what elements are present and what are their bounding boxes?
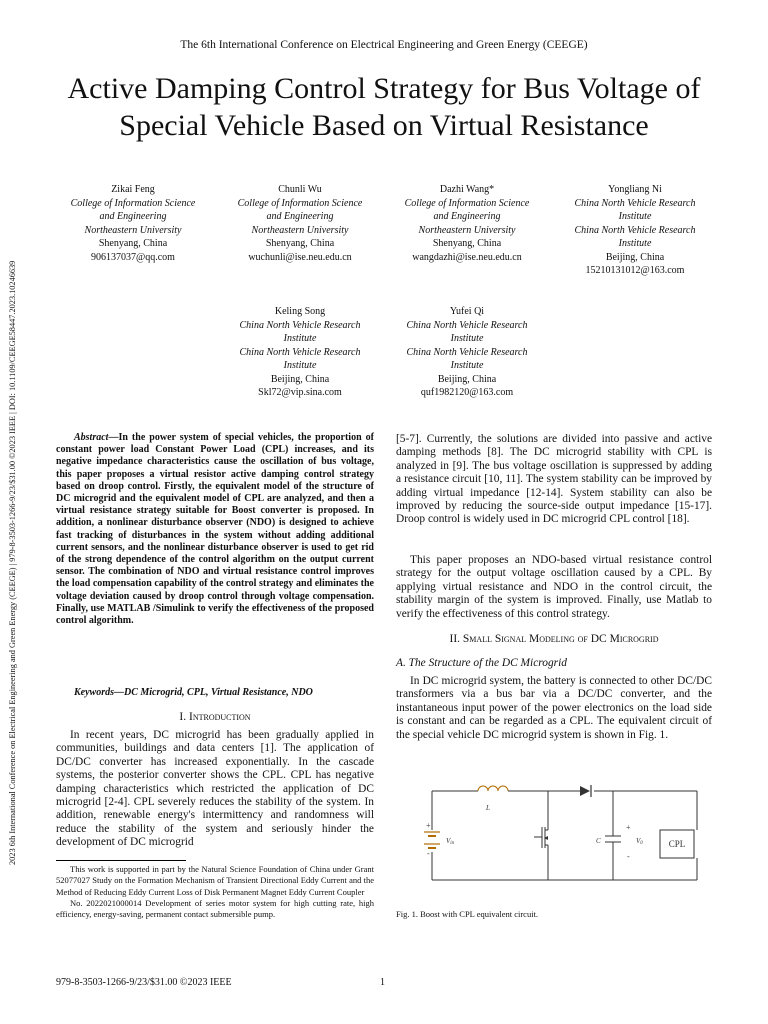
footnote bbox=[56, 864, 374, 920]
side-doi-text: 2023 6th International Conference on Electrical Engineering and Green Energy (CEEGE) | 979-8-3503-1266-9/23/$31.00 ©2023 IEEE | DOI: 10.1109/CEEGE58447.2023.10246639 bbox=[8, 260, 17, 865]
author-block bbox=[220, 305, 380, 400]
author-block bbox=[555, 183, 715, 278]
inductor-label: L bbox=[486, 804, 490, 812]
author-block bbox=[220, 183, 380, 264]
source-voltage-label: Vin bbox=[446, 837, 455, 846]
output-voltage-label: V0 bbox=[636, 837, 643, 846]
copyright-footer: 979-8-3503-1266-9/23/$31.00 ©2023 IEEE bbox=[56, 977, 232, 988]
right-paragraph-1 bbox=[396, 433, 712, 527]
title-line-2: Special Vehicle Based on Virtual Resistance bbox=[119, 109, 649, 142]
author-affiliation: Institute bbox=[450, 360, 484, 371]
paragraph: In recent years, DC microgrid has been gradually applied in communities, buildings and data centers [1]. The application of DC/DC converter has increased exponentially. In the cascade systems, the posterior converter shows the CPL. CPL has negative damping characteristics which restricted the application of DC microgrid [2-4]. CPL severely reduces the stability of the system. In addition, renewable energy's intermittency and randomness will reduce the stability of the system and seriously hinder the development of DC microgrid bbox=[56, 729, 374, 849]
abstract-label: Abstract bbox=[74, 432, 109, 443]
author-email: wuchunli@ise.neu.edu.cn bbox=[248, 251, 352, 263]
author-block bbox=[387, 183, 547, 264]
author-affiliation: Institute bbox=[618, 211, 652, 222]
author-affiliation: Institute bbox=[618, 238, 652, 249]
author-city: Beijing, China bbox=[270, 373, 330, 385]
author-affiliation: College of Information Science bbox=[70, 197, 196, 209]
author-affiliation: Northeastern University bbox=[418, 224, 516, 236]
paragraph: In DC microgrid system, the battery is connected to other DC/DC transformers via a bus bar via a DC/DC converter, and the instantaneous input power of the power electronics on the load side is constant and can be regarded as a CPL. The equivalent circuit of the special vehicle DC microgrid system is shown in Fig. 1. bbox=[396, 675, 712, 741]
footnote-funding: This work is supported in part by the Natural Science Foundation of China under Grant 52077027 Study on the Formation Mechanism of Transient Directional Eddy Current and the Method of Reducing Eddy Current Loss of Disk Permanent Magnet Eddy Current Coupler bbox=[56, 864, 374, 897]
author-affiliation: China North Vehicle Research bbox=[239, 346, 361, 358]
author-email: wangdazhi@ise.neu.edu.cn bbox=[412, 251, 522, 263]
introduction-body bbox=[56, 729, 374, 850]
subsection-heading-structure: A. The Structure of the DC Microgrid bbox=[396, 657, 567, 669]
author-name: Yufei Qi bbox=[449, 306, 485, 317]
author-block bbox=[387, 305, 547, 400]
paper-title bbox=[40, 70, 728, 144]
author-email: quf1982120@163.com bbox=[420, 387, 514, 398]
abstract-text: —In the power system of special vehicles, the proportion of constant power load Constant Power Load (CPL) increases, and its negative impedance characteristics cause the oscillation of bus voltage, this paper proposes a virtual resistor active damping control strategy based on droop control. Firstly, the equivalent model of the structure of DC microgrid and the equivalent model of CPL are analyzed, and then a virtual resistance strategy suitable for Boost converter is proposed. In addition, a nonlinear disturbance observer (NDO) is designed to achieve fast tracking of disturbances in the system without adding additional current sensors, and the nonlinear disturbance observer is used to get rid of the strong dependence of the control algorithm on the output current sensor. The combination of NDO and virtual resistance control improves the load compensation capability of the control strategy and eliminates the voltage deviation caused by droop control through voltage compensation. Finally, use MATLAB /Simulink to verify the effectiveness of the proposed control algorithm. bbox=[56, 432, 374, 627]
output-minus-sign: - bbox=[627, 852, 630, 861]
author-email: Skl72@vip.sina.com bbox=[258, 387, 342, 398]
author-name: Zikai Feng bbox=[111, 184, 155, 195]
author-city: Shenyang, China bbox=[265, 238, 335, 249]
paragraph: [5-7]. Currently, the solutions are divided into passive and active damping methods [8]. The DC microgrid stability with CPL is analyzed in [9]. The bus voltage oscillation is suppressed by adding a resistance circuit [10, 11]. The system stability can be improved by adding virtual impedance [12-14]. System stability can also be improved by reducing the source-side output impedance [15-17]. Droop control is widely used in DC microgrid CPL control [18]. bbox=[396, 433, 712, 526]
author-affiliation: China North Vehicle Research bbox=[574, 197, 696, 209]
source-plus-sign: + bbox=[426, 821, 431, 830]
author-affiliation: and Engineering bbox=[266, 211, 334, 222]
keywords: Keywords—DC Microgrid, CPL, Virtual Resistance, NDO bbox=[74, 687, 313, 698]
conference-header: The 6th International Conference on Electrical Engineering and Green Energy (CEEGE) bbox=[180, 39, 588, 51]
author-name: Dazhi Wang* bbox=[439, 184, 495, 195]
author-affiliation: China North Vehicle Research bbox=[406, 346, 528, 358]
capacitor-label: C bbox=[596, 837, 601, 845]
author-name: Keling Song bbox=[274, 306, 326, 317]
page-number: 1 bbox=[380, 977, 385, 988]
author-affiliation: China North Vehicle Research bbox=[406, 319, 528, 331]
author-email: 15210131012@163.com bbox=[585, 265, 685, 276]
author-affiliation: Institute bbox=[283, 333, 317, 344]
author-email: 906137037@qq.com bbox=[91, 251, 175, 263]
title-line-1: Active Damping Control Strategy for Bus Voltage of bbox=[67, 72, 701, 105]
footnote-project: No. 2022021000014 Development of series motor system for high cutting rate, high efficiency, energy-saving, permanent contact submersible pump. bbox=[56, 897, 374, 920]
author-block bbox=[53, 183, 213, 264]
author-affiliation: Northeastern University bbox=[84, 224, 182, 236]
author-affiliation: China North Vehicle Research bbox=[239, 319, 361, 331]
author-city: Shenyang, China bbox=[98, 238, 168, 249]
output-plus-sign: + bbox=[626, 823, 631, 832]
section-heading-introduction: I. Introduction bbox=[179, 711, 251, 723]
author-affiliation: Institute bbox=[450, 333, 484, 344]
abstract bbox=[56, 432, 374, 627]
author-affiliation: College of Information Science bbox=[404, 197, 530, 209]
figure-caption: Fig. 1. Boost with CPL equivalent circuit. bbox=[396, 909, 539, 919]
cpl-load-label: CPL bbox=[668, 839, 686, 849]
author-city: Beijing, China bbox=[605, 251, 665, 263]
author-affiliation: Northeastern University bbox=[251, 224, 349, 236]
author-affiliation: and Engineering bbox=[99, 211, 167, 222]
author-name: Chunli Wu bbox=[278, 184, 322, 195]
boost-cpl-circuit-diagram bbox=[420, 770, 710, 890]
author-affiliation: and Engineering bbox=[433, 211, 501, 222]
right-paragraph-2 bbox=[396, 554, 712, 621]
author-city: Beijing, China bbox=[437, 373, 497, 385]
author-affiliation: Institute bbox=[283, 360, 317, 371]
author-city: Shenyang, China bbox=[432, 238, 502, 249]
author-affiliation: China North Vehicle Research bbox=[574, 224, 696, 236]
author-name: Yongliang Ni bbox=[608, 184, 662, 195]
right-paragraph-3 bbox=[396, 675, 712, 742]
footnote-rule bbox=[56, 860, 186, 861]
source-minus-sign: - bbox=[427, 849, 430, 858]
author-affiliation: College of Information Science bbox=[237, 197, 363, 209]
section-heading-modeling: II. Small Signal Modeling of DC Microgrid bbox=[449, 633, 659, 645]
paragraph: This paper proposes an NDO-based virtual resistance control strategy for the output voltage oscillation caused by a CPL. By applying virtual resistance and NDO in the control circuit, the stability margin of the system is improved. Finally, use Matlab to verify the effectiveness of this control strategy. bbox=[396, 554, 712, 620]
